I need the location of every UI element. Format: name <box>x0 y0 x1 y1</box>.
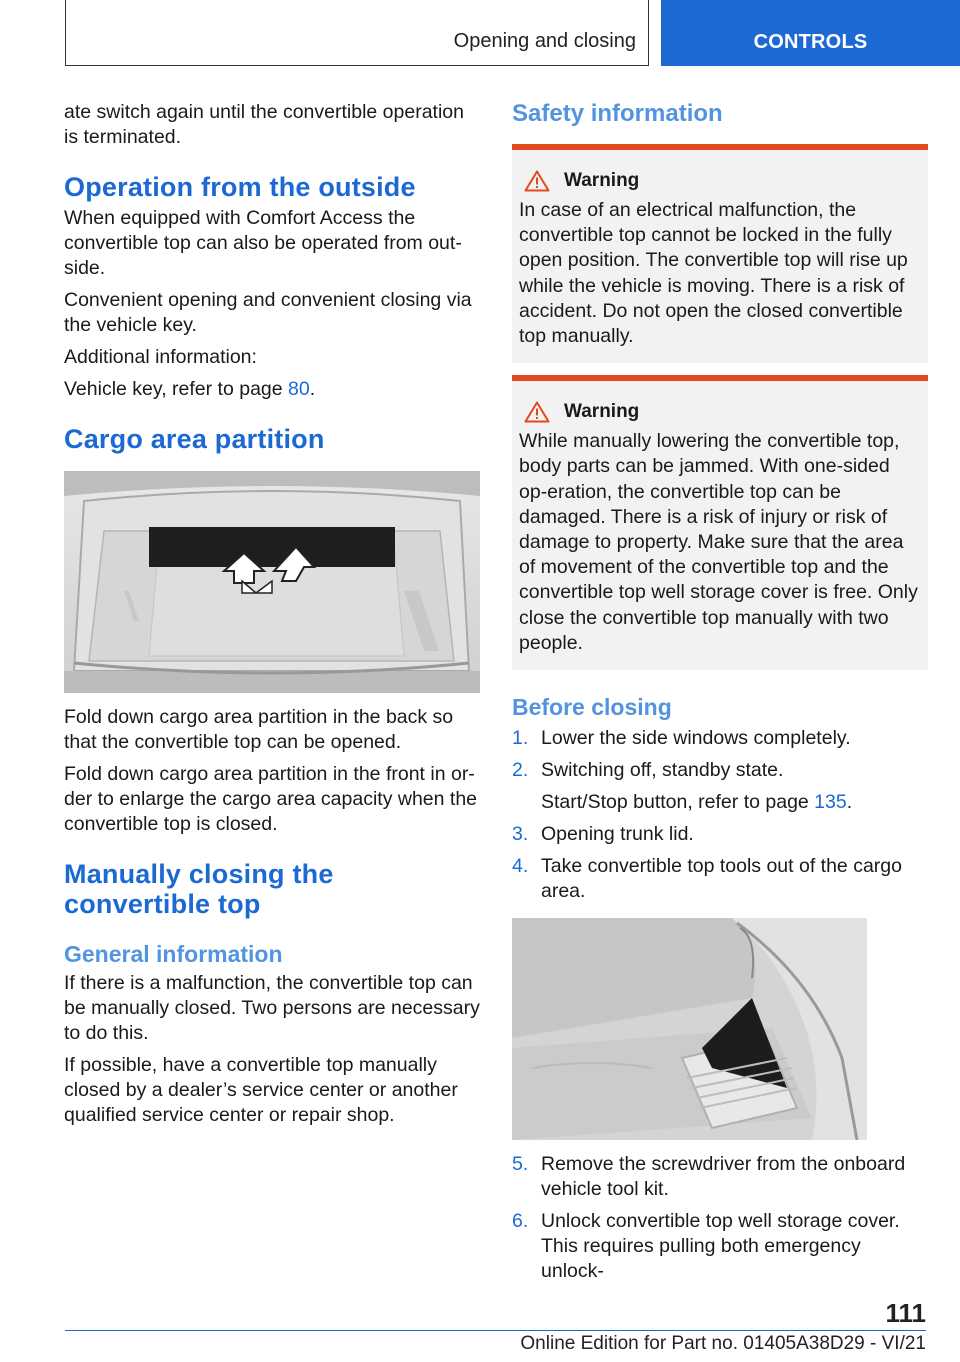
header-section-title: Opening and closing <box>453 30 636 52</box>
warning-title-label-2: Warning <box>564 401 640 423</box>
heading-general-information: General information <box>64 941 283 967</box>
step-text: Opening trunk lid. <box>541 823 694 846</box>
outside-paragraph-2: Convenient opening and convenient closing via the vehicle key. <box>64 289 472 336</box>
cargo-paragraph-1: Fold down cargo area partition in the back so that the convertible top can be opened. <box>64 706 454 753</box>
header-chapter-tab: CONTROLS <box>661 0 960 66</box>
step-text: Remove the screwdriver from the onboard vehicle tool kit. <box>541 1153 906 1201</box>
start-stop-page-link[interactable]: 135 <box>814 791 847 814</box>
step-number: 3. <box>512 823 529 846</box>
warning-title-1 <box>519 170 920 192</box>
step-2 <box>512 758 928 783</box>
step-text: Switching off, standby state. <box>541 759 784 782</box>
step-text: Lower the side windows completely. <box>541 727 851 750</box>
cargo-partition-image <box>64 471 480 693</box>
step-number: 6. <box>512 1210 529 1233</box>
warning-triangle-icon <box>524 401 550 423</box>
heading-safety-information: Safety information <box>512 100 723 127</box>
vehicle-key-ref-text: Vehicle key, refer to page <box>64 378 289 400</box>
step-text: Take convertible top tools out of the cargo area. <box>541 855 902 903</box>
step-3 <box>512 822 928 847</box>
left-column <box>64 100 480 1135</box>
step-number: 5. <box>512 1153 529 1176</box>
general-paragraph-2: If possible, have a convertible top manually closed by a dealer’s service center or another qualified service center or repair shop. <box>64 1054 458 1126</box>
outside-paragraph-1: When equipped with Comfort Access the convertible top can also be operated from out-side. <box>64 207 462 279</box>
start-stop-ref-text: Start/Stop button, refer to page <box>541 791 815 814</box>
step-6 <box>512 1209 928 1284</box>
footer-divider <box>65 1330 926 1331</box>
warning-text-2: While manually lowering the convertible top, body parts can be jammed. With one-sided op-eration, the convertible top can be damaged. There is a risk of injury or risk of damage to property. Make sure that the area of movement of the convertible top and the convertible top well storage cover is free. Only close the convertible top manually with two people. <box>519 430 918 654</box>
warning-title-label-1: Warning <box>564 170 640 191</box>
intro-paragraph: ate switch again until the convertible operation is terminated. <box>64 101 464 148</box>
general-paragraph-1: If there is a malfunction, the convertible top can be manually closed. Two persons are necessary to do this. <box>64 972 480 1044</box>
step-number: 4. <box>512 855 529 878</box>
step-number: 2. <box>512 759 529 782</box>
heading-cargo-partition: Cargo area partition <box>64 424 325 454</box>
warning-title-2 <box>519 401 920 423</box>
step-2-subnote: Start/Stop button, refer to page 135. <box>541 791 853 814</box>
step-1 <box>512 726 928 751</box>
warning-box-1 <box>512 144 928 363</box>
cargo-paragraph-2: Fold down cargo area partition in the front in or-der to enlarge the cargo area capacity when the convertible top is closed. <box>64 763 478 835</box>
warning-box-2 <box>512 375 928 670</box>
outside-paragraph-4: Vehicle key, refer to page 80. <box>64 378 316 400</box>
vehicle-key-page-link[interactable]: 80 <box>288 378 310 400</box>
outside-paragraph-3: Additional information: <box>64 346 257 368</box>
warning-triangle-icon <box>524 170 550 192</box>
step-text: Unlock convertible top well storage cover. This requires pulling both emergency unlock- <box>541 1210 900 1283</box>
heading-operation-outside: Operation from the outside <box>64 172 416 202</box>
right-column <box>512 100 928 1291</box>
page-number: 111 <box>885 1298 926 1328</box>
trunk-well-cover-image <box>512 918 867 1140</box>
step-4 <box>512 854 928 904</box>
heading-manual-closing: Manually closing the convertible top <box>64 859 334 919</box>
warning-text-1: In case of an electrical malfunction, the convertible top cannot be locked in the fully open position. The convertible top will rise up while the vehicle is moving. There is a risk of accident. Do not open the closed convertible top manually. <box>519 199 908 348</box>
step-5 <box>512 1152 928 1202</box>
heading-before-closing: Before closing <box>512 694 672 721</box>
step-number: 1. <box>512 727 529 750</box>
footer-edition: Online Edition for Part no. 01405A38D29 - VI/21 <box>520 1333 926 1354</box>
